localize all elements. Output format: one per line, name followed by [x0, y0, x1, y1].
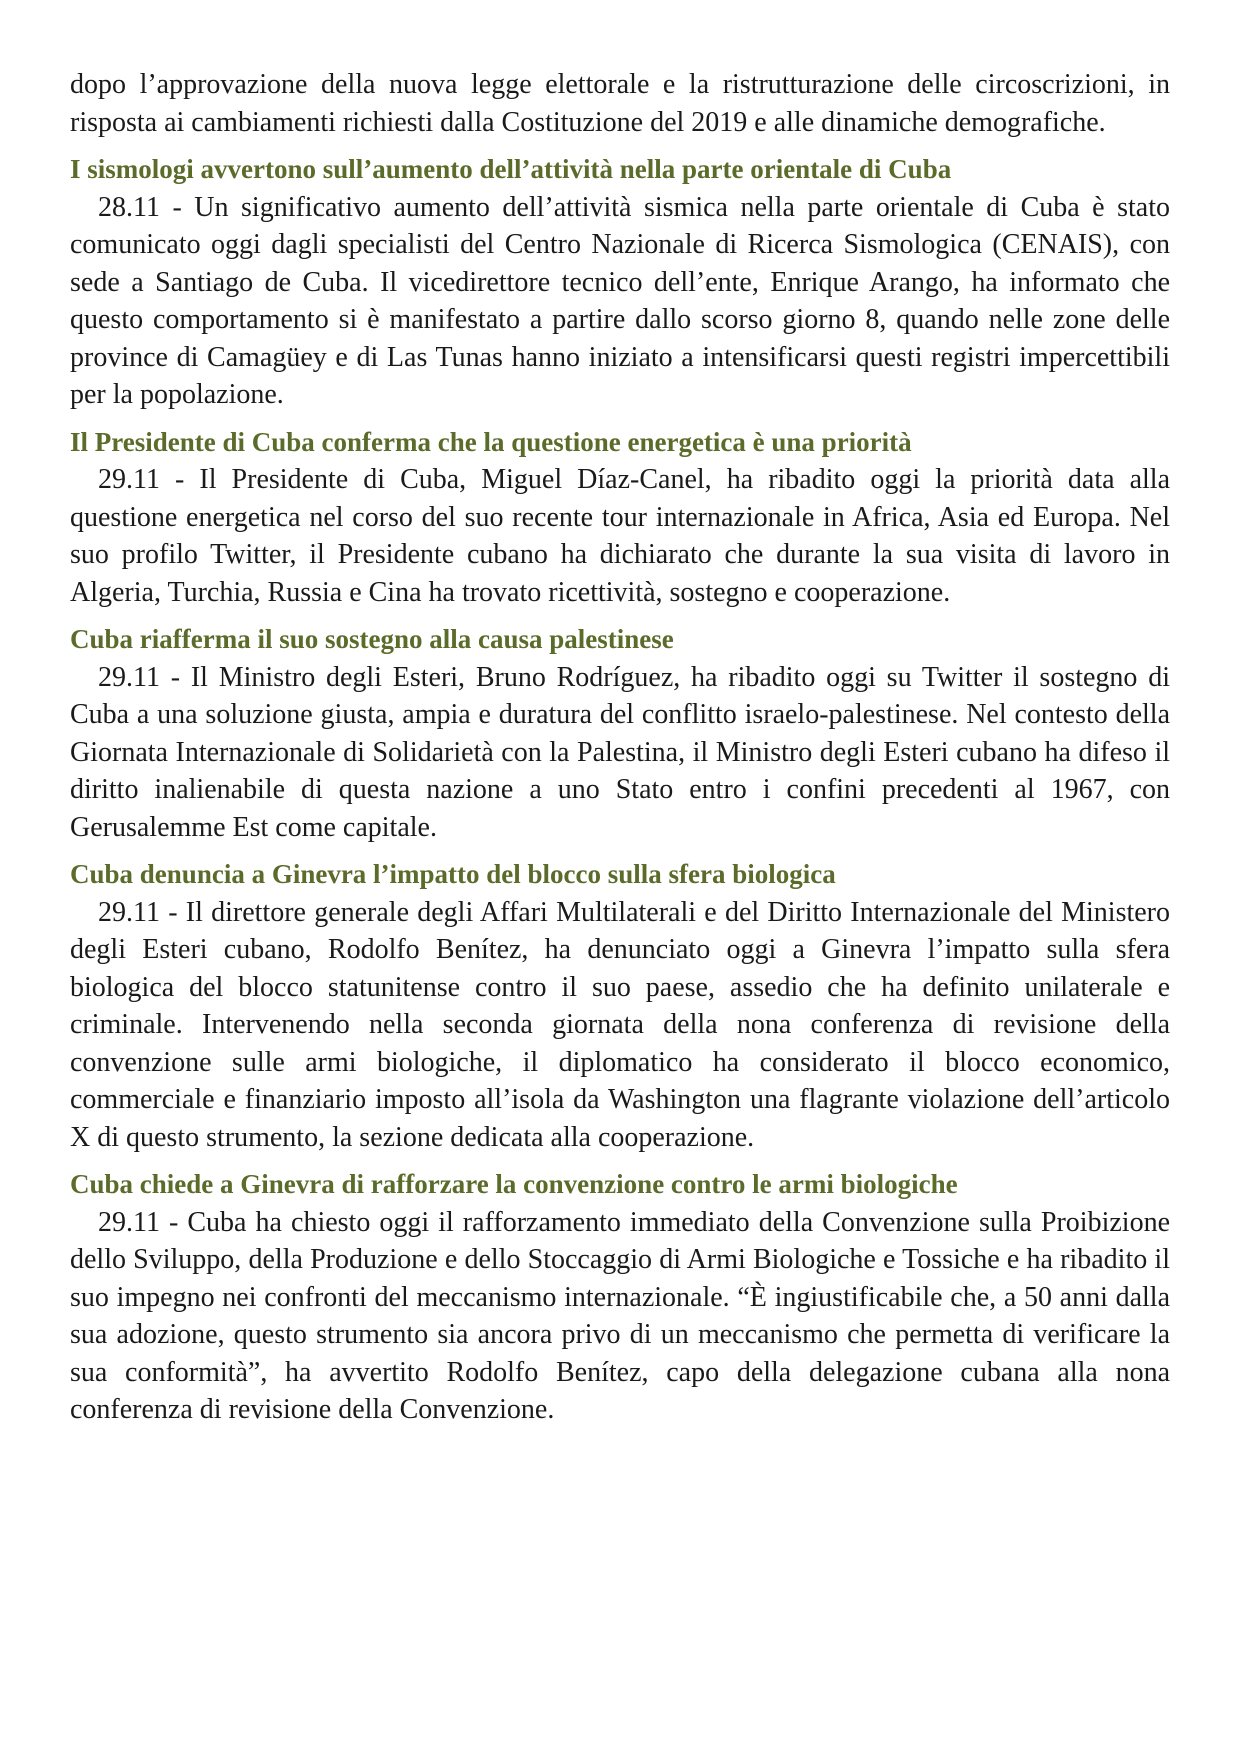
- article-title: Cuba chiede a Ginevra di rafforzare la convenzione contro le armi biologiche: [70, 1169, 958, 1199]
- article-palestine: [70, 621, 1170, 846]
- article-title: Il Presidente di Cuba conferma che la questione energetica è una priorità: [70, 426, 912, 457]
- article-biological-weapons: [70, 1166, 1170, 1429]
- article-body: 29.11 - Cuba ha chiesto oggi il rafforzamento immediato della Convenzione sulla Proibizione dello Sviluppo, della Produzione e dello Stoccaggio di Armi Biologiche e Tossiche e ha ribadito il suo impegno nei confronti del meccanismo internazionale. “È ingiustificabile che, a 50 anni dalla sua adozione, questo strumento sia ancora privo di un meccanismo che permetta di verificare la sua conformità”, ha avvertito Rodolfo Benítez, capo della delegazione cubana alla nona conferenza di revisione della Convenzione.: [70, 1206, 1170, 1425]
- article-body: 29.11 - Il Ministro degli Esteri, Bruno Rodríguez, ha ribadito oggi su Twitter il sostegno di Cuba a una soluzione giusta, ampia e duratura del conflitto israelo-palestinese. Nel contesto della Giornata Internazionale di Solidarietà con la Palestina, il Ministro degli Esteri cubano ha difeso il diritto inalienabile di questa nazione a uno Stato entro i confini precedenti al 1967, con Gerusalemme Est come capitale.: [70, 661, 1170, 843]
- document-page: [70, 66, 1170, 1429]
- article-seismology: [70, 151, 1170, 414]
- article-body: 28.11 - Un significativo aumento dell’attività sismica nella parte orientale di Cuba è stato comunicato oggi dagli specialisti del Centro Nazionale di Ricerca Sismologica (CENAIS), con sede a Santiago de Cuba. Il vicedirettore tecnico dell’ente, Enrique Arango, ha informato che questo comportamento si è manifestato a partire dallo scorso giorno 8, quando nelle zone delle province di Camagüey e di Las Tunas hanno iniziato a intensificarsi questi registri impercettibili per la popolazione.: [70, 191, 1170, 410]
- article-title: Cuba riafferma il suo sostegno alla causa palestinese: [70, 624, 674, 654]
- intro-paragraph: dopo l’approvazione della nuova legge elettorale e la ristrutturazione delle circoscrizioni, in risposta ai cambiamenti richiesti dalla Costituzione del 2019 e alle dinamiche demografiche.: [70, 69, 1170, 138]
- article-energy-priority: [70, 424, 1170, 612]
- article-title: Cuba denuncia a Ginevra l’impatto del blocco sulla sfera biologica: [70, 859, 836, 889]
- article-blockade-geneva: [70, 856, 1170, 1156]
- article-title: I sismologi avvertono sull’aumento dell’attività nella parte orientale di Cuba: [70, 154, 952, 184]
- article-body: 29.11 - Il Presidente di Cuba, Miguel Díaz-Canel, ha ribadito oggi la priorità data alla questione energetica nel corso del suo recente tour internazionale in Africa, Asia ed Europa. Nel suo profilo Twitter, il Presidente cubano ha dichiarato che durante la sua visita di lavoro in Algeria, Turchia, Russia e Cina ha trovato ricettività, sostegno e cooperazione.: [70, 464, 1170, 608]
- article-body: 29.11 - Il direttore generale degli Affari Multilaterali e del Diritto Internazionale del Ministero degli Esteri cubano, Rodolfo Benítez, ha denunciato oggi a Ginevra l’impatto sulla sfera biologica del blocco statunitense contro il suo paese, assedio che ha definito unilaterale e criminale. Intervenendo nella seconda giornata della nona conferenza di revisione della convenzione sulle armi biologiche, il diplomatico ha considerato il blocco economico, commerciale e finanziario imposto all’isola da Washington una flagrante violazione dell’articolo X di questo strumento, la sezione dedicata alla cooperazione.: [70, 896, 1170, 1153]
